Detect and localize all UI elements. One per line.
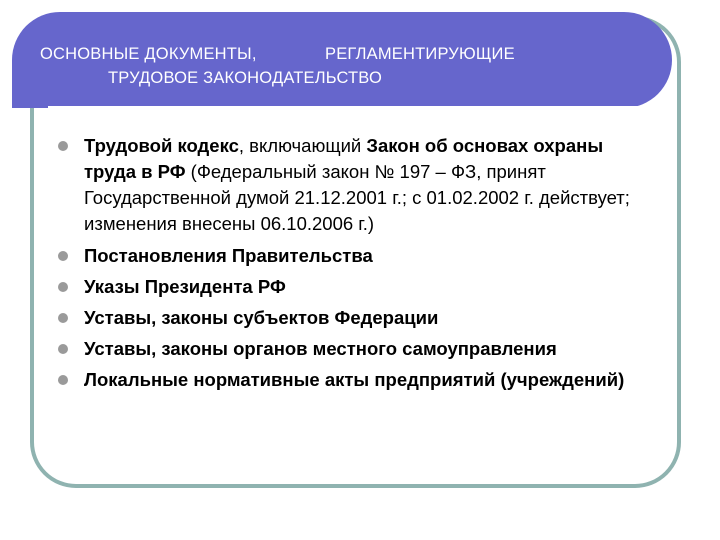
list-item-text: Локальные нормативные акты предприятий (учреждений) [84,369,625,390]
document-list [58,133,658,398]
bullet-icon [58,141,68,151]
list-item-federal-subjects [58,305,658,331]
labor-code-connector: , включающий [238,135,367,156]
list-item-labor-code [58,133,658,237]
bullet-icon [58,344,68,354]
bullet-icon [58,251,68,261]
list-item-government-resolutions [58,243,658,269]
list-item-text: Уставы, законы субъектов Федерации [84,307,439,328]
bullet-icon [58,282,68,292]
list-item-text: Постановления Правительства [84,245,373,266]
list-item-text: Уставы, законы органов местного самоуправления [84,338,557,359]
list-item-presidential-decrees [58,274,658,300]
labor-code-details: (Федеральный закон № 197 – ФЗ, принят Государственной думой 21.12.2001 г.; с 01.02.2002 г. действует; изменения внесены 06.10.2006 г.) [84,161,630,234]
labor-code-name: Трудовой кодекс [84,135,239,156]
list-item-text: Указы Президента РФ [84,276,286,297]
slide-title-part-1: ОСНОВНЫЕ ДОКУМЕНТЫ, [40,45,257,63]
title-underline [48,106,648,108]
slide-title-part-2: РЕГЛАМЕНТИРУЮЩИЕ [325,45,515,63]
bullet-icon [58,313,68,323]
bullet-icon [58,375,68,385]
list-item-local-normative-acts [58,367,658,393]
slide-title-line-2: ТРУДОВОЕ ЗАКОНОДАТЕЛЬСТВО [108,69,382,87]
title-banner [12,12,672,108]
list-item-local-self-government [58,336,658,362]
labor-protection-law-name: Закон об основах охраны труда в РФ [84,135,604,182]
